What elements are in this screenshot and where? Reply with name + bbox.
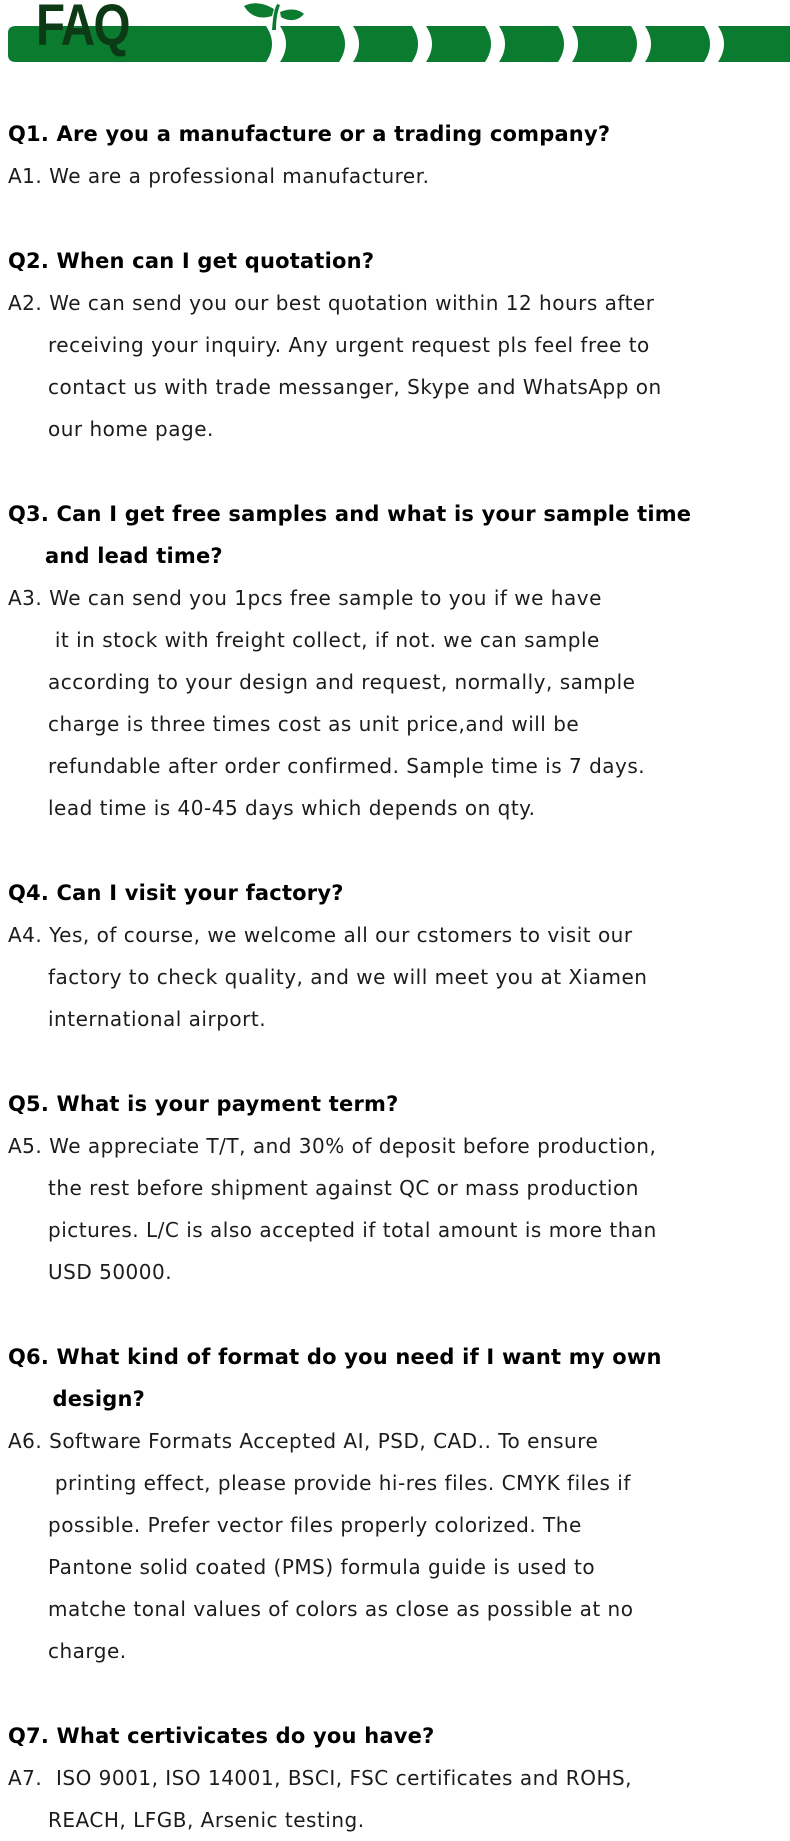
answer-line: factory to check quality, and we will meet you at Xiamen [48,965,648,989]
answer-line: A3. We can send you 1pcs free sample to you if we have [8,586,602,610]
faq-item-3 [8,493,782,829]
answer-line: according to your design and request, normally, sample [48,670,636,694]
faq-item-4 [8,872,782,1040]
answer-line: charge is three times cost as unit price,and will be [48,712,580,736]
answer-line: it in stock with freight collect, if not. we can sample [48,628,600,652]
faq-item-7 [8,1715,782,1841]
faq-item-5 [8,1083,782,1293]
answer-line: lead time is 40-45 days which depends on qty. [48,796,536,820]
question-line: Q6. What kind of format do you need if I want my own [8,1345,662,1369]
answer-line: A7. ISO 9001, ISO 14001, BSCI, FSC certificates and ROHS, [8,1766,633,1790]
question-line: Q3. Can I get free samples and what is your sample time [8,502,692,526]
question-line: Q2. When can I get quotation? [8,249,375,273]
answer-line: possible. Prefer vector files properly colorized. The [48,1513,582,1537]
faq-item-6 [8,1336,782,1672]
faq-item-2 [8,240,782,450]
answer-line: Pantone solid coated (PMS) formula guide is used to [48,1555,596,1579]
answer-line: USD 50000. [48,1260,173,1284]
answer-line: REACH, LFGB, Arsenic testing. [48,1808,365,1832]
answer-line: international airport. [48,1007,267,1031]
answer-line: pictures. L/C is also accepted if total amount is more than [48,1218,657,1242]
answer-line: charge. [48,1639,127,1663]
question-line: Q1. Are you a manufacture or a trading company? [8,122,611,146]
question-line: and lead time? [45,544,223,568]
faq-list [0,64,790,1841]
question-line: Q4. Can I visit your factory? [8,881,344,905]
faq-header [0,0,790,64]
question-line: Q7. What certivicates do you have? [8,1724,435,1748]
answer-line: receiving your inquiry. Any urgent request pls feel free to [48,333,650,357]
answer-line: A1. We are a professional manufacturer. [8,164,430,188]
answer-line: refundable after order confirmed. Sample time is 7 days. [48,754,646,778]
faq-item-1 [8,113,782,197]
bamboo-leaf-icon [244,3,304,30]
answer-line: A4. Yes, of course, we welcome all our cstomers to visit our [8,923,633,947]
answer-line: our home page. [48,417,214,441]
answer-line: the rest before shipment against QC or mass production [48,1176,639,1200]
answer-line: A2. We can send you our best quotation within 12 hours after [8,291,655,315]
answer-line: matche tonal values of colors as close as possible at no [48,1597,634,1621]
answer-line: contact us with trade messanger, Skype and WhatsApp on [48,375,662,399]
question-line: Q5. What is your payment term? [8,1092,399,1116]
page-title: FAQ [36,0,129,58]
question-line: design? [45,1387,146,1411]
answer-line: A5. We appreciate T/T, and 30% of deposit before production, [8,1134,657,1158]
answer-line: A6. Software Formats Accepted AI, PSD, CAD.. To ensure [8,1429,599,1453]
answer-line: printing effect, please provide hi-res files. CMYK files if [48,1471,631,1495]
